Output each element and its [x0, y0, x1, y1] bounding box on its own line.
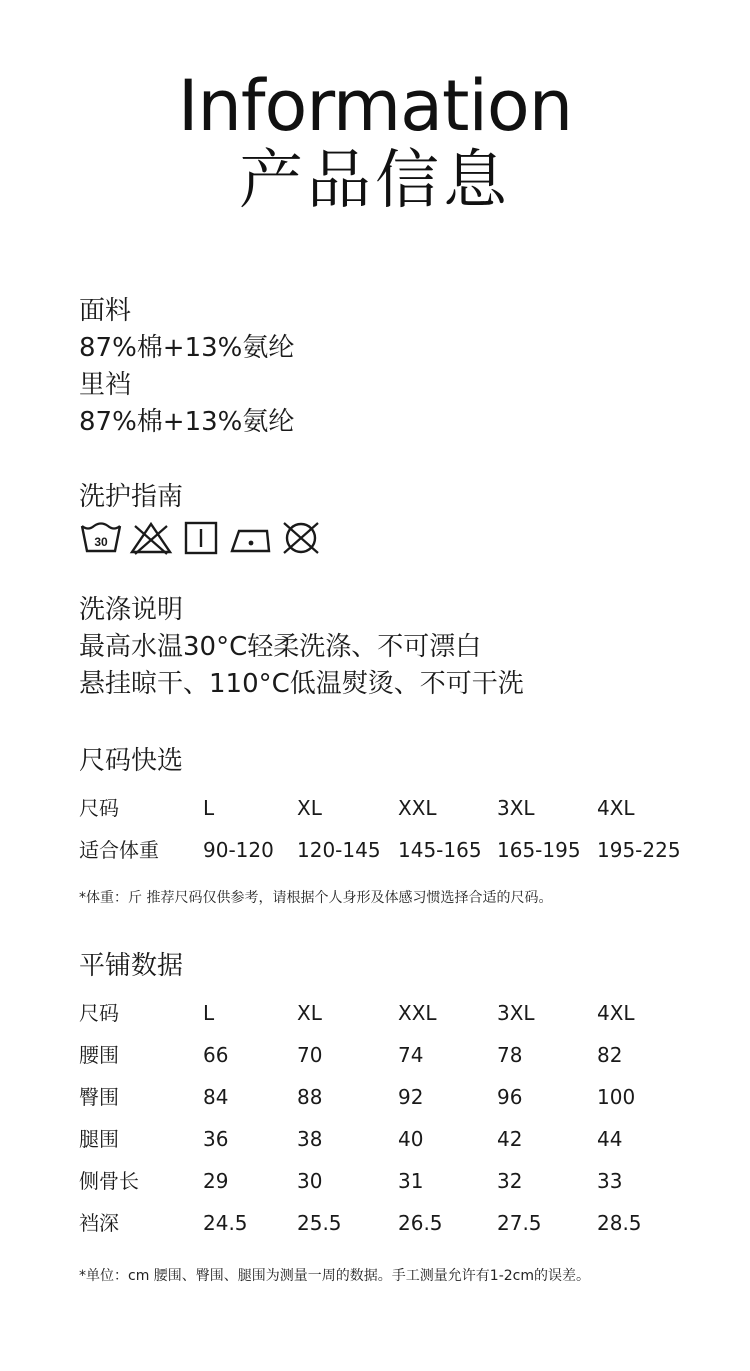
table-cell: 24.5 [203, 1211, 248, 1235]
table-cell: 38 [297, 1127, 323, 1151]
flat-section [79, 948, 183, 985]
title-english: Information [177, 65, 573, 147]
table-cell: 82 [597, 1043, 623, 1067]
no-bleach-icon [129, 520, 173, 556]
table-cell: XL [297, 1001, 322, 1025]
fabric-section [79, 293, 294, 441]
table-cell: L [203, 1001, 215, 1025]
table-cell: 74 [398, 1043, 424, 1067]
care-icons [79, 520, 329, 556]
table-cell: 44 [597, 1127, 623, 1151]
table-cell: 26.5 [398, 1211, 443, 1235]
tumble-dry-icon [179, 520, 223, 556]
table-cell: 84 [203, 1085, 229, 1109]
row-label: 适合体重 [79, 838, 159, 862]
table-cell: 88 [297, 1085, 323, 1109]
table-cell: 42 [497, 1127, 523, 1151]
lining-value: 87%棉+13%氨纶 [79, 407, 295, 437]
row-label: 裆深 [79, 1211, 119, 1235]
size-quick-heading: 尺码快选 [79, 746, 184, 776]
instructions-section [79, 592, 524, 703]
table-cell: 66 [203, 1043, 229, 1067]
lining-heading: 里裆 [79, 370, 132, 400]
care-section [79, 479, 183, 516]
instructions-line-2: 悬挂晾干、110°C低温熨烫、不可干洗 [79, 669, 524, 699]
instructions-heading: 洗涤说明 [79, 595, 184, 625]
table-cell: 29 [203, 1169, 229, 1193]
size-quick-section [79, 743, 183, 780]
table-cell: 70 [297, 1043, 323, 1067]
table-cell: 4XL [597, 796, 635, 820]
table-cell: 32 [497, 1169, 523, 1193]
title-chinese: 产品信息 [239, 144, 511, 218]
table-cell: XXL [398, 1001, 437, 1025]
row-label: 侧骨长 [79, 1169, 139, 1193]
row-label: 腿围 [79, 1127, 119, 1151]
flat-heading: 平铺数据 [79, 951, 184, 981]
table-cell: 25.5 [297, 1211, 342, 1235]
table-cell: XL [297, 796, 322, 820]
iron-low-icon [229, 520, 273, 556]
table-cell: 165-195 [497, 838, 581, 862]
row-label: 臀围 [79, 1085, 119, 1109]
table-cell: 90-120 [203, 838, 274, 862]
table-cell: 78 [497, 1043, 523, 1067]
row-label: 尺码 [79, 796, 119, 820]
table-cell: 40 [398, 1127, 424, 1151]
table-cell: 120-145 [297, 838, 381, 862]
table-cell: L [203, 796, 215, 820]
table-cell: 3XL [497, 796, 535, 820]
table-cell: 145-165 [398, 838, 482, 862]
table-cell: 100 [597, 1085, 636, 1109]
size-quick-note: *体重：斤 推荐尺码仅供参考，请根据个人身形及体感习惯选择合适的尺码。 [79, 890, 553, 906]
table-cell: 36 [203, 1127, 229, 1151]
table-cell: 92 [398, 1085, 424, 1109]
svg-text:30: 30 [94, 535, 108, 549]
wash-30-icon [79, 520, 123, 556]
flat-note: *单位：cm 腰围、臀围、腿围为测量一周的数据。手工测量允许有1-2cm的误差。 [79, 1268, 590, 1284]
table-cell: 31 [398, 1169, 424, 1193]
table-cell: 33 [597, 1169, 623, 1193]
care-heading: 洗护指南 [79, 482, 184, 512]
table-cell: 30 [297, 1169, 323, 1193]
table-cell: 195-225 [597, 838, 681, 862]
table-cell: XXL [398, 796, 437, 820]
row-label: 尺码 [79, 1001, 119, 1025]
table-cell: 4XL [597, 1001, 635, 1025]
instructions-line-1: 最高水温30°C轻柔洗涤、不可漂白 [79, 632, 482, 662]
fabric-value: 87%棉+13%氨纶 [79, 333, 295, 363]
table-cell: 28.5 [597, 1211, 642, 1235]
table-cell: 96 [497, 1085, 523, 1109]
no-dry-clean-icon [279, 520, 323, 556]
fabric-heading: 面料 [79, 296, 132, 326]
row-label: 腰围 [79, 1043, 119, 1067]
table-cell: 27.5 [497, 1211, 542, 1235]
table-cell: 3XL [497, 1001, 535, 1025]
